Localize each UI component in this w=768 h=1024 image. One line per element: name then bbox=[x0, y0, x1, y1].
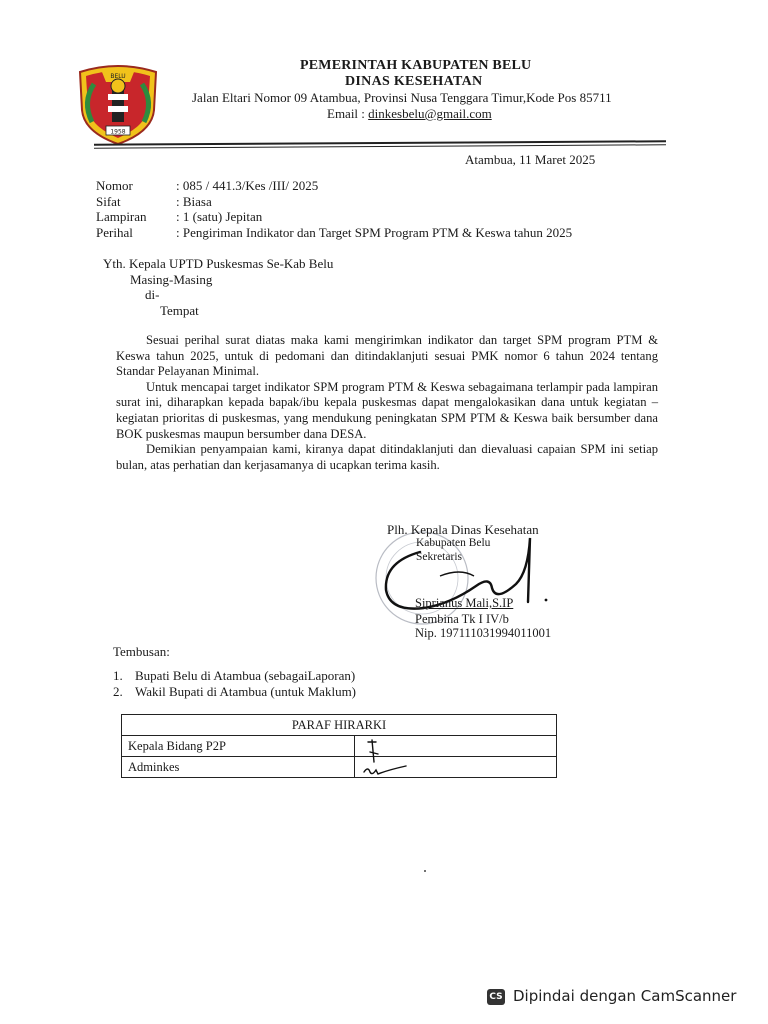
list-item bbox=[113, 684, 356, 700]
meta-label: Perihal bbox=[96, 224, 133, 240]
letterhead-government: PEMERINTAH KABUPATEN BELU bbox=[300, 58, 532, 73]
scan-speck bbox=[424, 870, 426, 872]
body-paragraph-3: Demikian penyampaian kami, kiranya dapat ditindaklanjuti dan dievaluasi capaian SPM ini setiap bulan, atas perhatian dan kerjasamanya di ucapkan terima kasih. bbox=[116, 442, 658, 472]
meta-value: : 1 (satu) Jepitan bbox=[176, 209, 263, 224]
initial-mark-2 bbox=[362, 762, 408, 778]
letter-body bbox=[116, 333, 658, 473]
list-item-text: Wakil Bupati di Atambua (untuk Maklum) bbox=[135, 683, 357, 699]
list-item bbox=[113, 668, 356, 684]
signatory-title: Plh. Kepala Dinas Kesehatan bbox=[387, 522, 539, 537]
letterhead-agency: DINAS KESEHATAN bbox=[345, 74, 483, 89]
email-label: Email : bbox=[327, 106, 369, 121]
paraf-table bbox=[121, 714, 557, 778]
email-link[interactable]: dinkesbelu@gmail.com bbox=[368, 106, 492, 121]
camscanner-watermark: Dipindai dengan CamScanner bbox=[513, 987, 737, 1005]
belu-regency-logo bbox=[72, 58, 164, 146]
letterhead-email bbox=[327, 106, 492, 122]
table-header-row bbox=[122, 715, 557, 736]
signatory-rank: Pembina Tk I IV/b bbox=[415, 612, 509, 626]
addressee-line-1: Yth. Kepala UPTD Puskesmas Se-Kab Belu bbox=[103, 256, 334, 271]
meta-label: Sifat bbox=[96, 193, 121, 209]
body-paragraph-1: Sesuai perihal surat diatas maka kami mengirimkan indikator dan target SPM program PTM & Keswa tahun 2025, untuk di pedomani dan ditindaklanjuti sesuai PMK nomor 6 tahun 2024 tentang Standar Pelayanan Minimal. bbox=[116, 333, 658, 379]
tembusan-list bbox=[113, 668, 356, 699]
addressee-line-3: di- bbox=[145, 287, 160, 302]
tembusan-label: Tembusan: bbox=[113, 644, 170, 659]
letterhead-address: Jalan Eltari Nomor 09 Atambua, Provinsi Nusa Tenggara Timur,Kode Pos 85711 bbox=[192, 90, 612, 105]
list-item-text: Bupati Belu di Atambua (sebagaiLaporan) bbox=[135, 668, 356, 683]
signatory-subtitle-1: Kabupaten Belu bbox=[416, 537, 491, 549]
meta-label: Nomor bbox=[96, 178, 133, 193]
camscanner-icon: CS bbox=[487, 989, 505, 1005]
logo-text-top: BELU bbox=[110, 73, 126, 80]
signatory-subtitle-2: Sekretaris bbox=[416, 551, 462, 563]
meta-row-lampiran bbox=[96, 209, 572, 225]
initial-mark-1 bbox=[360, 738, 390, 764]
letter-meta bbox=[96, 178, 572, 240]
meta-row-sifat bbox=[96, 194, 572, 210]
meta-label: Lampiran bbox=[96, 209, 147, 224]
signatory-name: Siprianus Mali,S.IP bbox=[415, 596, 514, 610]
paraf-header: PARAF HIRARKI bbox=[122, 715, 557, 736]
meta-value: : Biasa bbox=[176, 193, 212, 209]
meta-row-nomor bbox=[96, 178, 572, 194]
meta-value: : Pengiriman Indikator dan Target SPM Program PTM & Keswa tahun 2025 bbox=[176, 224, 573, 240]
body-paragraph-2: Untuk mencapai target indikator SPM program PTM & Keswa sebagaimana terlampir pada lampiran surat ini, diharapkan kepada bapak/ibu kepala puskesmas dapat mengalokasikan dana untuk kegiatan – kegiatan prioritas di puskesmas, yang mendukung peningkatan SPM PTM & Keswa baik bersumber dana BOK puskesmas maupun bersumber dana DESA. bbox=[116, 379, 658, 441]
table-row bbox=[122, 757, 557, 778]
paraf-role: Kepala Bidang P2P bbox=[122, 736, 355, 757]
addressee-line-4: Tempat bbox=[160, 303, 199, 318]
list-item-number: 2. bbox=[113, 683, 123, 699]
meta-value: : 085 / 441.3/Kes /III/ 2025 bbox=[176, 178, 319, 193]
paraf-role: Adminkes bbox=[122, 757, 355, 778]
logo-text-bottom: 1958 bbox=[110, 128, 126, 136]
place-date: Atambua, 11 Maret 2025 bbox=[465, 152, 596, 167]
meta-row-perihal bbox=[96, 225, 572, 241]
list-item-number: 1. bbox=[113, 668, 123, 683]
addressee-line-2: Masing-Masing bbox=[130, 272, 213, 287]
signatory-nip: Nip. 197111031994011001 bbox=[415, 626, 552, 640]
table-row bbox=[122, 736, 557, 757]
